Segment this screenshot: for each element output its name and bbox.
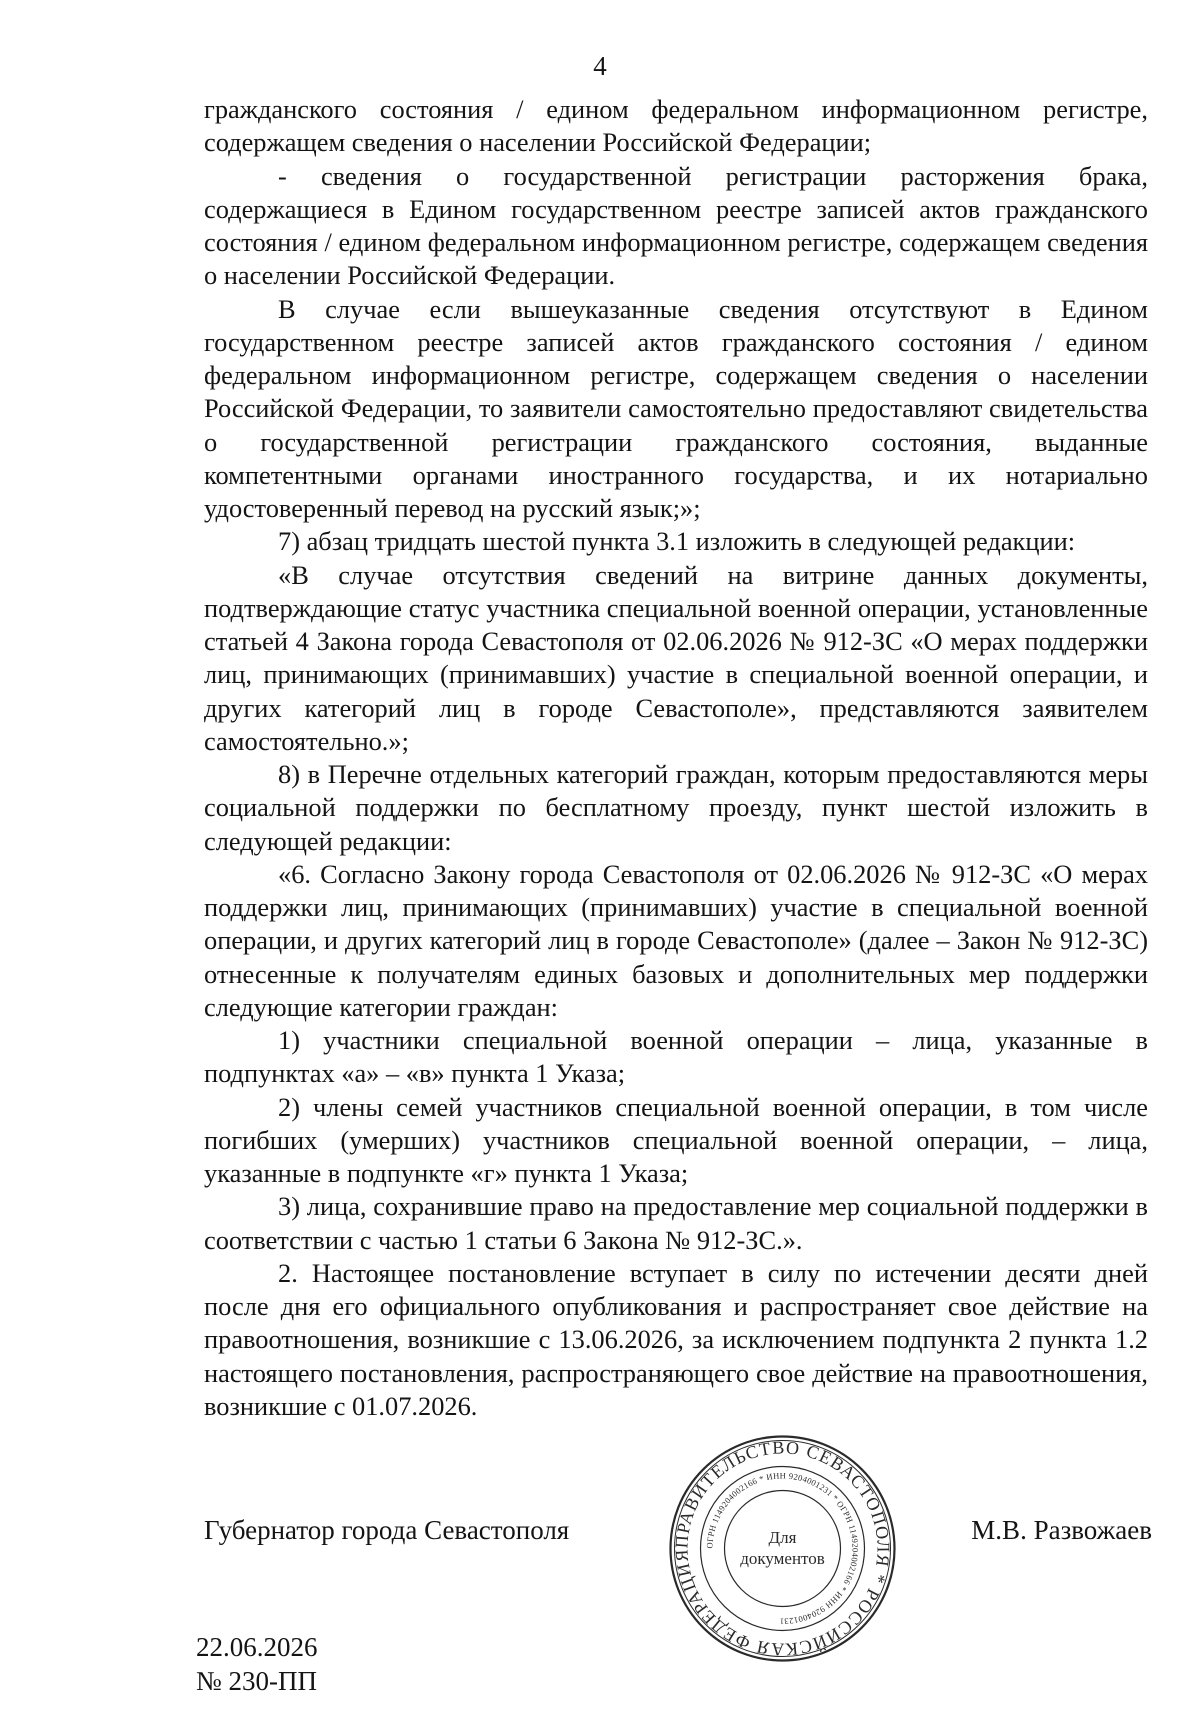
- document-date: 22.06.2026: [196, 1632, 318, 1662]
- page-number: 4: [593, 51, 607, 81]
- paragraph-2: - сведения о государственной регистрации расторжения брака, содержащиеся в Едином государственном реестре записей актов гражданского состояния / едином федеральном информационном регистре, содержащем сведения о населении Российской Федерации.: [204, 160, 1148, 291]
- document-footer: [196, 1630, 318, 1698]
- signatory-name: М.В. Развожаев: [971, 1515, 1152, 1545]
- seal-center-line2: документов: [740, 1549, 825, 1568]
- document-number: № 230-ПП: [196, 1666, 317, 1696]
- seal-middle-text: ОГРН 1149204002166 * ИНН 9204001231 * ОГРН 1149204002166 * ИНН 9204001231: [704, 1470, 861, 1627]
- paragraph-7: «6. Согласно Закону города Севастополя от 02.06.2026 № 912-ЗС «О мерах поддержки лиц, принимающих (принимавших) участие в специальной военной операции, и других категорий лиц в городе Севастополе» (далее – Закон № 912-ЗС) отнесенные к получателям единых базовых и дополнительных мер поддержки следующие категории граждан:: [204, 858, 1148, 1022]
- paragraph-3: В случае если вышеуказанные сведения отсутствуют в Едином государственном реестре записей актов гражданского состояния / едином федеральном информационном регистре, содержащем сведения о населении Российской Федерации, то заявители самостоятельно предоставляют свидетельства о государственной регистрации гражданского состояния, выданные компетентными органами иностранного государства, и их нотариально удостоверенный перевод на русский язык;»;: [204, 293, 1148, 523]
- paragraph-10: 3) лица, сохранившие право на предоставление мер социальной поддержки в соответствии с частью 1 статьи 6 Закона № 912-ЗС.».: [204, 1191, 1148, 1255]
- seal-outer-text: ПРАВИТЕЛЬСТВО СЕВАСТОПОЛЯ * РОССИЙСКАЯ ФЕДЕРАЦИЯ: [671, 1437, 894, 1660]
- paragraph-6: 8) в Перечне отдельных категорий граждан, которым предоставляются меры социальной поддержки по бесплатному проезду, пункт шестой изложить в следующей редакции:: [204, 759, 1148, 856]
- paragraph-11: 2. Настоящее постановление вступает в силу по истечении десяти дней после дня его официального опубликования и распространяет свое действие на правоотношения, возникшие с 13.06.2026, за исключением подпункта 2 пункта 1.2 настоящего постановления, распространяющего свое действие на правоотношения, возникшие с 01.07.2026.: [204, 1257, 1148, 1421]
- paragraph-8: 1) участники специальной военной операции – лица, указанные в подпунктах «а» – «в» пункта 1 Указа;: [204, 1025, 1148, 1089]
- paragraph-9: 2) члены семей участников специальной военной операции, в том числе погибших (умерших) участников специальной военной операции, – лица, указанные в подпункте «г» пункта 1 Указа;: [204, 1091, 1148, 1188]
- official-seal: [667, 1433, 898, 1664]
- paragraph-1: гражданского состояния / едином федеральном информационном регистре, содержащем сведения о населении Российской Федерации;: [204, 94, 1148, 158]
- document-body: [204, 93, 1148, 1423]
- signatory-position: Губернатор города Севастополя: [204, 1515, 570, 1545]
- seal-center-line1: Для: [768, 1528, 797, 1547]
- paragraph-4: 7) абзац тридцать шестой пункта 3.1 изложить в следующей редакции:: [278, 526, 1076, 557]
- seal-icon: [667, 1433, 898, 1664]
- paragraph-5: «В случае отсутствия сведений на витрине данных документы, подтверждающие статус участника специальной военной операции, установленные статьей 4 Закона города Севастополя от 02.06.2026 № 912-ЗС «О мерах поддержки лиц, принимающих (принимавших) участие в специальной военной операции, и других категорий лиц в городе Севастополе», представляются заявителем самостоятельно.»;: [204, 559, 1148, 756]
